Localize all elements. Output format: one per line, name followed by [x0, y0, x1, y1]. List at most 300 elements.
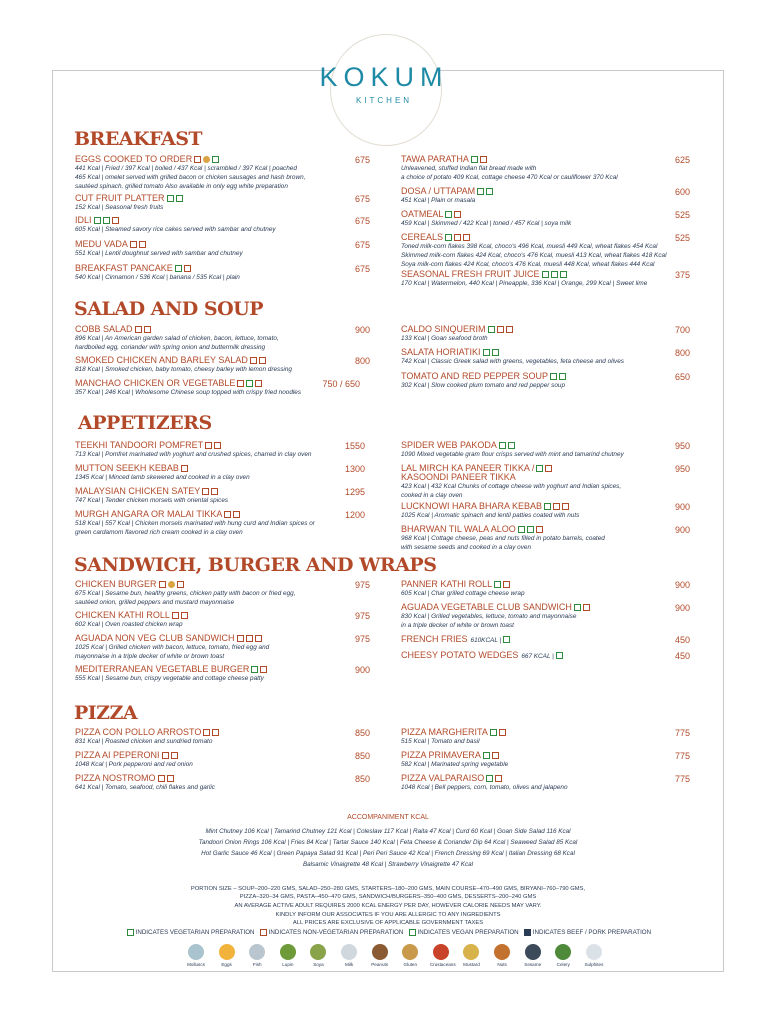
item-price: 900 [354, 665, 370, 675]
nuts-icon [494, 944, 510, 960]
veg-icon [550, 373, 557, 380]
allergen-label: Eggs [221, 962, 232, 967]
nonveg-icon [211, 488, 218, 495]
allergen-celery [552, 944, 574, 967]
item-name [401, 348, 624, 357]
item-description: 831 Kcal | Roasted chicken and sundried tomato [75, 738, 213, 745]
allergen-label: Fish [252, 962, 262, 967]
nonveg-icon [553, 503, 560, 510]
item-name-text: MURGH ANGARA OR MALAI TIKKA [75, 509, 223, 519]
item-price: 800 [354, 356, 370, 366]
menu-item [75, 728, 219, 746]
item-price: 450 [674, 651, 690, 661]
item-name-text: MUTTON SEEKH KEBAB [75, 463, 179, 473]
item-name-text: TEEKHI TANDOORI POMFRET [75, 440, 204, 450]
veg-icon [483, 349, 490, 356]
nonveg-icon [181, 465, 188, 472]
item-price: 975 [354, 634, 370, 644]
item-description: 423 Kcal | 432 Kcal Chunks of cottage cheese with yoghurt and Indian spices, [401, 483, 622, 490]
item-description: 1025 Kcal | Aromatic spinach and lentil patties coated with nuts [401, 512, 580, 519]
veg-icon [445, 211, 452, 218]
menu-item [75, 464, 250, 482]
nonveg-icon [536, 526, 543, 533]
item-description: 605 Kcal | Steamed savory rice cakes served with sambar and chutney [75, 226, 276, 233]
item-description: green cardamom flavored rich cream cooked in a clay oven [75, 529, 243, 536]
menu-item [75, 774, 215, 792]
allergen-label: Lupin [282, 962, 294, 967]
item-description: 518 Kcal | 557 Kcal | Chicken morsels marinated with hung curd and Indian spices or [75, 520, 315, 527]
item-name-text: MANCHAO CHICKEN OR VEGETABLE [75, 378, 236, 388]
allergen-label: Peanuts [371, 962, 389, 967]
beef-pork-icon [524, 929, 531, 936]
veg-icon [445, 234, 452, 241]
item-price: 850 [354, 728, 370, 738]
allergen-mustard [460, 944, 482, 967]
allergen-label: Celery [556, 962, 570, 967]
item-description: 1090 Mixed vegetable gram flour crisps served with mint and tamarind chutney [401, 451, 624, 458]
nonveg-icon [237, 635, 244, 642]
sulphites-icon [586, 944, 602, 960]
accompaniment-line: Hot Garlic Sauce 46 Kcal | Green Papaya Salad 91 Kcal | Peri Peri Sauce 42 Kcal | French Dressing 69 Kcal | Italian Dressing 68 Kcal [201, 850, 575, 857]
item-price: 900 [354, 325, 370, 335]
menu-item [401, 325, 513, 343]
item-price: 800 [674, 348, 690, 358]
accompaniment-line: Tandoori Onion Rings 106 Kcal | Fries 84 Kcal | Tartar Sauce 140 Kcal | Feta Cheese & Coriander Dip 64 Kcal | Seaweed Salad 85 Kcal [198, 839, 578, 846]
item-price: 900 [674, 580, 690, 590]
item-name [401, 210, 571, 219]
nonveg-icon [172, 612, 179, 619]
menu-item [401, 728, 506, 746]
nonveg-icon [224, 511, 231, 518]
veg-icon [542, 271, 549, 278]
nonveg-icon [503, 581, 510, 588]
item-description: 451 Kcal | Plain or masala [401, 197, 476, 204]
item-description: in a triple decker of white or brown toast [401, 622, 514, 629]
item-name [401, 325, 513, 334]
veg-icon [212, 156, 219, 163]
item-name [75, 774, 215, 783]
item-price: 950 [674, 441, 690, 451]
nonveg-icon [212, 729, 219, 736]
item-price: 600 [674, 187, 690, 197]
veg-icon [251, 666, 258, 673]
nonveg-icon [214, 442, 221, 449]
veg-icon [488, 326, 495, 333]
brand-name: KOKUM [319, 62, 449, 92]
item-name [75, 510, 315, 519]
item-price: 700 [674, 325, 690, 335]
allergen-label: Soya [313, 962, 324, 967]
item-name [75, 240, 243, 249]
item-name-text: SPIDER WEB PAKODA [401, 440, 497, 450]
item-name-text: CALDO SINQUERIM [401, 324, 486, 334]
item-price: 850 [354, 774, 370, 784]
item-name [401, 441, 624, 450]
item-name-text: PIZZA PRIMAVERA [401, 750, 481, 760]
allergen-icon [203, 156, 210, 163]
fish-icon [249, 944, 265, 960]
item-price: 975 [354, 611, 370, 621]
menu-item [401, 348, 624, 366]
item-name-text: IDLI [75, 215, 92, 225]
mustard-icon [463, 944, 479, 960]
item-description: 1048 Kcal | Bell peppers, corn, tomato, olives and jalapeno [401, 784, 568, 791]
item-name [401, 187, 493, 196]
menu-item [401, 525, 605, 552]
item-name-text: BHARWAN TIL WALA ALOO [401, 524, 516, 534]
item-description: Unleavened, stuffed Indian flat bread made with [401, 165, 537, 172]
item-name-text: LAL MIRCH KA PANEER TIKKA / [401, 463, 535, 473]
allergen-molluscs [185, 944, 207, 967]
legend-beef: INDICATES BEEF / PORK PREPARATION [532, 929, 652, 937]
section-appetizers: APPETIZERS [78, 412, 212, 434]
menu-item [75, 264, 240, 282]
milk-icon [341, 944, 357, 960]
item-name-text: MALAYSIAN CHICKEN SATEY [75, 486, 201, 496]
item-name-text: CUT FRUIT PLATTER [75, 193, 165, 203]
allergen-peanuts [369, 944, 391, 967]
item-price: 675 [354, 194, 370, 204]
item-kcal: 667 KCAL | [521, 653, 554, 660]
item-description: 742 Kcal | Classic Greek salad with greens, vegetables, feta cheese and olives [401, 358, 624, 365]
allergen-legend [185, 944, 605, 967]
item-name [75, 194, 183, 203]
menu-item [401, 751, 508, 769]
item-description: 551 Kcal | Lentil doughnut served with sambar and chutney [75, 250, 243, 257]
nonveg-icon [495, 775, 502, 782]
molluscs-icon [188, 944, 204, 960]
item-name [75, 728, 219, 737]
item-description: 641 Kcal | Tomato, seafood, chili flakes and garlic [75, 784, 215, 791]
item-description: hardboiled egg, coriander with spring onion and buttermilk dressing [75, 344, 266, 351]
item-name-text: PIZZA VALPARAISO [401, 773, 485, 783]
item-name-text: FRENCH FRIES [401, 634, 468, 644]
item-description: 968 Kcal | Cottage cheese, peas and nuts filled in potato barrels, coated [401, 535, 605, 542]
item-description: a choice of potato 409 Kcal, cottage cheese 470 Kcal or cauliflower 370 Kcal [401, 174, 618, 181]
veg-icon [518, 526, 525, 533]
nonveg-icon [497, 326, 504, 333]
item-price: 775 [674, 728, 690, 738]
menu-item [75, 356, 292, 374]
item-name-text: SALATA HORIATIKI [401, 347, 481, 357]
nonveg-icon [233, 511, 240, 518]
item-name [75, 665, 267, 674]
item-price: 375 [674, 270, 690, 280]
menu-item [401, 635, 510, 645]
legend-nonveg: INDICATES NON-VEGETARIAN PREPARATION [268, 929, 404, 937]
allergen-label: Milk [344, 962, 354, 967]
veg-icon [175, 265, 182, 272]
nonveg-icon [184, 265, 191, 272]
veg-icon [486, 775, 493, 782]
item-name [75, 155, 305, 164]
allergen-fish [246, 944, 268, 967]
item-name [401, 774, 568, 783]
eggs-icon [219, 944, 235, 960]
item-name-text: EGGS COOKED TO ORDER [75, 154, 193, 164]
nonveg-icon [246, 635, 253, 642]
item-price: 900 [674, 525, 690, 535]
tax-note: ALL PRICES ARE EXCLUSIVE OF APPLICABLE GOVERNMENT TAXES [292, 920, 484, 926]
item-description: 515 Kcal | Tomato and basil [401, 738, 480, 745]
item-name [75, 580, 296, 589]
allergen-nuts [491, 944, 513, 967]
item-name [401, 728, 506, 737]
nonveg-icon [492, 752, 499, 759]
veg-icon [503, 636, 510, 643]
item-price: 1550 [344, 441, 365, 451]
menu-item [401, 372, 566, 390]
item-description: Skimmed milk-corn flakes 424 Kcal, choco's 476 Kcal, muesli 413 Kcal, wheat flakes 418 Kcal [401, 252, 667, 259]
item-description: 605 Kcal | Char grilled cottage cheese wrap [401, 590, 525, 597]
item-description: cooked in a clay oven [401, 492, 463, 499]
item-name-text: COBB SALAD [75, 324, 133, 334]
item-name [401, 603, 590, 612]
nonveg-icon [237, 380, 244, 387]
item-name [75, 487, 228, 496]
veg-icon [560, 271, 567, 278]
veg-icon [471, 156, 478, 163]
menu-item [401, 502, 579, 520]
nonveg-icon [194, 156, 201, 163]
item-price: 650 [674, 372, 690, 382]
item-price: 900 [674, 603, 690, 613]
item-name [401, 372, 566, 381]
menu-item [75, 634, 269, 661]
item-price: 775 [674, 774, 690, 784]
nonveg-icon [130, 241, 137, 248]
item-description: 302 Kcal | Slow cooked plum tomato and red pepper soup [401, 382, 566, 389]
item-price: 1295 [344, 487, 365, 497]
item-name [75, 264, 240, 273]
item-name-text: PIZZA NOSTROMO [75, 773, 156, 783]
menu-item [75, 379, 301, 397]
menu-item [401, 774, 568, 792]
item-name [75, 325, 279, 334]
nonveg-icon [205, 442, 212, 449]
item-price: 850 [354, 751, 370, 761]
menu-item [401, 651, 563, 661]
item-description: 555 Kcal | Sesame bun, crispy vegetable and cottage cheese patty [75, 675, 264, 682]
allergen-label: Sesame [524, 962, 542, 967]
veg-icon [574, 604, 581, 611]
nonveg-icon [480, 156, 487, 163]
veg-icon [494, 581, 501, 588]
menu-item [401, 187, 493, 205]
item-price: 675 [354, 155, 370, 165]
allergen-sulphites [583, 944, 605, 967]
veg-icon [551, 271, 558, 278]
gluten-icon [402, 944, 418, 960]
nonveg-icon [181, 612, 188, 619]
item-price: 950 [674, 464, 690, 474]
section-sandwich: SANDWICH, BURGER AND WRAPS [74, 554, 437, 576]
item-description: mayonnaise in a triple decker of white or brown toast [75, 653, 225, 660]
nonveg-icon [177, 581, 184, 588]
nonveg-icon [506, 326, 513, 333]
veg-icon [94, 217, 101, 224]
veg-icon [544, 503, 551, 510]
veg-icon [483, 752, 490, 759]
veg-icon [477, 188, 484, 195]
menu-item [75, 325, 279, 352]
nonveg-icon [499, 729, 506, 736]
item-price: 525 [674, 210, 690, 220]
nonveg-icon [255, 380, 262, 387]
sesame-icon [525, 944, 541, 960]
item-price: 675 [354, 216, 370, 226]
item-description: 459 Kcal | Skimmed / 422 Kcal | toned / 457 Kcal | soya milk [401, 220, 572, 227]
vegan-icon [409, 929, 416, 936]
menu-item [401, 580, 525, 598]
item-description: 540 Kcal | Cinnamon / 536 Kcal | banana / 535 Kcal | plain [75, 274, 240, 281]
item-description: with sesame seeds and cooked in a clay oven [401, 544, 532, 551]
veg-icon [246, 380, 253, 387]
item-name-text: PIZZA AI PEPERONI [75, 750, 160, 760]
menu-item [75, 487, 228, 505]
menu-item [75, 580, 296, 607]
item-name [75, 634, 269, 643]
allergen-sesame [522, 944, 544, 967]
veg-icon [536, 465, 543, 472]
item-price: 675 [354, 240, 370, 250]
nonveg-icon [171, 752, 178, 759]
menu-item [401, 603, 590, 630]
item-description: 602 Kcal | Oven roasted chicken wrap [75, 621, 183, 628]
crustaceans-icon [433, 944, 449, 960]
legend [52, 929, 724, 936]
item-name-text: PANNER KATHI ROLL [401, 579, 493, 589]
nonveg-icon [158, 775, 165, 782]
item-description: sautéed spinach, grilled tomato Also available in only egg white preparation [75, 183, 288, 190]
item-name [401, 751, 508, 760]
menu-item [401, 464, 621, 500]
allergen-eggs [216, 944, 238, 967]
allergen-label: Sulphites [584, 962, 604, 967]
item-description: 357 Kcal | 246 Kcal | Wholesome Chinese soup topped with crispy fried noodles [75, 389, 302, 396]
menu-item [75, 510, 315, 537]
portion-note: PIZZA–320–34 GMS, PASTA–450–470 GMS, SANDWICH/BURGERS–350–400 GMS, DESSERTS–200–240 GMS [239, 894, 537, 900]
allergen-icon [168, 581, 175, 588]
item-name-text: TAWA PARATHA [401, 154, 469, 164]
item-name-text: PIZZA MARGHERITA [401, 727, 488, 737]
item-name-text: MEDITERRANEAN VEGETABLE BURGER [75, 664, 250, 674]
veg-icon [559, 373, 566, 380]
nonveg-icon [562, 503, 569, 510]
item-description: 747 Kcal | Tender chicken morsels with oriental spices [75, 497, 229, 504]
nonveg-icon [545, 465, 552, 472]
item-description: 1025 Kcal | Grilled chicken with bacon, lettuce, tomato, fried egg and [75, 644, 270, 651]
menu-item [75, 240, 243, 258]
item-name [401, 525, 605, 534]
veg-icon [127, 929, 134, 936]
allergy-note: KINDLY INFORM OUR ASSOCIATES IF YOU ARE ALLERGIC TO ANY INGREDIENTS [275, 912, 501, 918]
veg-icon [499, 442, 506, 449]
item-name-text: BREAKFAST PANCAKE [75, 263, 173, 273]
nonveg-icon [250, 357, 257, 364]
item-name-text: CEREALS [401, 232, 444, 242]
item-description: 896 Kcal | An American garden salad of chicken, bacon, lettuce, tomato, [75, 335, 279, 342]
item-description: 713 Kcal | Pomfret marinated with yoghurt and crushed spices, charred in clay oven [75, 451, 312, 458]
veg-icon [556, 652, 563, 659]
veg-icon [486, 188, 493, 195]
nonveg-icon [454, 234, 461, 241]
allergen-label: Nuts [497, 962, 507, 967]
allergen-soya [307, 944, 329, 967]
item-name-text: TOMATO AND RED PEPPER SOUP [401, 371, 549, 381]
nonveg-icon [259, 357, 266, 364]
item-name-text: LUCKNOWI HARA BHARA KEBAB [401, 501, 543, 511]
menu-item [75, 441, 311, 459]
allergen-label: Crustaceans [429, 962, 456, 967]
item-name-text: MEDU VADA [75, 239, 128, 249]
peanuts-icon [372, 944, 388, 960]
item-name [401, 155, 618, 164]
item-name-text: DOSA / UTTAPAM [401, 186, 476, 196]
nonveg-icon [135, 326, 142, 333]
item-description: 441 Kcal | Fried / 397 Kcal | boiled / 437 Kcal | scrambled / 397 Kcal | poached [75, 165, 297, 172]
menu-item [75, 216, 276, 234]
item-description: 818 Kcal | Smoked chicken, baby tomato, cheesy barley with lemon dressing [75, 366, 292, 373]
brand-sub: KITCHEN [355, 96, 413, 105]
veg-icon [490, 729, 497, 736]
portion-note: PORTION SIZE – SOUP–200–220 GMS, SALAD–250–280 GMS, STARTERS–180–200 GMS, MAIN COURSE–470–490 GMS, BIRYANI–760–790 GMS, [190, 886, 586, 892]
section-pizza: PIZZA [74, 702, 138, 724]
item-description: 675 Kcal | Sesame bun, healthy greens, chicken patty with bacon or fried egg, [75, 590, 296, 597]
accompaniment-line: Mint Chutney 106 Kcal | Tamarind Chutney 121 Kcal | Coleslaw 117 Kcal | Raita 47 Kcal | Curd 60 Kcal | Goan Side Salad 116 Kcal [205, 828, 571, 835]
item-price: 625 [674, 155, 690, 165]
item-price: 775 [674, 751, 690, 761]
item-name-text: CHICKEN BURGER [75, 579, 157, 589]
veg-icon [176, 195, 183, 202]
soya-icon [310, 944, 326, 960]
allergen-label: Molluscs [187, 962, 205, 967]
item-name-text: AGUADA VEGETABLE CLUB SANDWICH [401, 602, 572, 612]
item-price: 450 [674, 635, 690, 645]
nonveg-icon [260, 929, 267, 936]
item-price: 975 [354, 580, 370, 590]
menu-item [75, 611, 188, 629]
item-description: 133 Kcal | Goan seafood broth [401, 335, 488, 342]
item-name [75, 379, 301, 388]
nonveg-icon [144, 326, 151, 333]
nonveg-icon [255, 635, 262, 642]
nonveg-icon [112, 217, 119, 224]
item-description: 170 Kcal | Watermelon, 440 Kcal | Pineapple, 336 Kcal | Orange, 299 Kcal | Sweet lime [401, 280, 648, 287]
item-name-text: PIZZA CON POLLO ARROSTO [75, 727, 202, 737]
menu-item [401, 155, 618, 182]
menu-item [75, 194, 183, 212]
item-name-text: SMOKED CHICKEN AND BARLEY SALAD [75, 355, 248, 365]
item-name [75, 464, 250, 473]
item-name [75, 216, 276, 225]
nonveg-icon [159, 581, 166, 588]
item-description: sautéed onion, grilled peppers and mustard mayonnaise [75, 599, 235, 606]
item-description: 1345 Kcal | Minced lamb skewered and cooked in a clay oven [75, 474, 250, 481]
item-kcal: 610KCAL | [470, 637, 502, 644]
accompaniment-title: ACCOMPANIMENT KCAL [347, 814, 429, 821]
celery-icon [555, 944, 571, 960]
nonveg-icon [139, 241, 146, 248]
item-name [401, 580, 525, 589]
allergen-gluten [399, 944, 421, 967]
accompaniment-line: Balsamic Vinaigrette 48 Kcal | Strawberry Vinaigrette 47 Kcal [302, 861, 474, 868]
allergen-crustaceans [429, 944, 456, 967]
item-name-text: AGUADA NON VEG CLUB SANDWICH [75, 633, 235, 643]
allergen-milk [338, 944, 360, 967]
item-name-text: CHEESY POTATO WEDGES [401, 650, 519, 660]
legend-vegan: INDICATES VEGAN PREPARATION [417, 929, 519, 937]
